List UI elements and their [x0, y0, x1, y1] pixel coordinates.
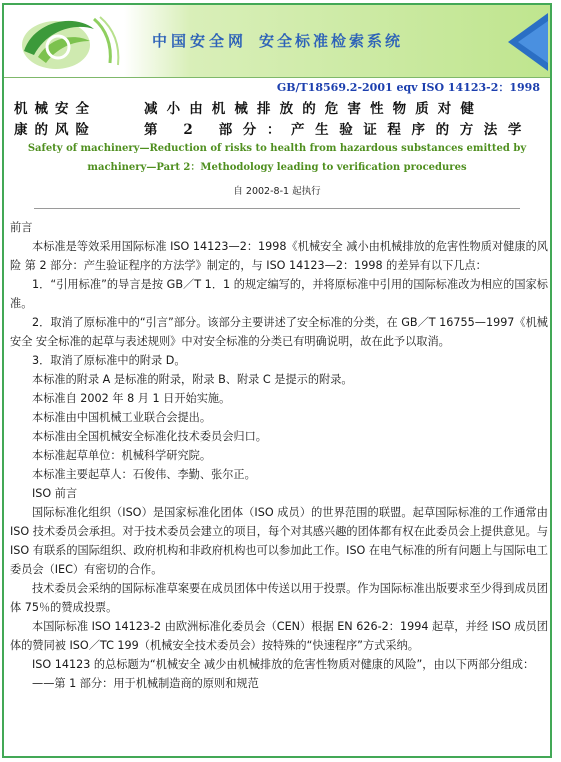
title-cn-part: 机械安全: [14, 101, 96, 117]
body-paragraph: 前言: [10, 221, 33, 234]
body-paragraph: 本标准由全国机械安全标准化技术委员会归口。: [32, 430, 267, 443]
title-cn-part: 康的风险: [14, 122, 96, 138]
body-paragraph: 2．取消了原标准中的“引言”部分。该部分主要讲述了安全标准的分类，在 GB／T 16755—1997《机械安全 安全标准的起草与表述规则》中对安全标准的分类已有明确说明，故在此予以取消。: [10, 316, 548, 348]
site-banner: [4, 5, 550, 78]
logo-icon: [14, 11, 124, 73]
standard-title-cn: [14, 97, 540, 137]
site-name: 中国安全网: [152, 32, 248, 50]
body-paragraph: 1．“引用标准”的导言是按 GB／T 1．1 的规定编写的，并将原标准中引用的国际标准改为相应的国家标准。: [10, 278, 548, 310]
standard-title-en: Safety of machinery—Reduction of risks to health from hazardous substances emitted by machinery—Part 2：Methodology leading to verification procedures: [27, 143, 527, 173]
body-paragraph: ISO 14123 的总标题为“机械安全 减少由机械排放的危害性物质对健康的风险”，由以下两部分组成：: [32, 658, 535, 671]
standard-code: GB/T18569.2-2001 eqv ISO 14123-2：1998: [276, 81, 540, 94]
body-paragraph: 本标准的附录 A 是标准的附录，附录 B、附录 C 是提示的附录。: [32, 373, 353, 386]
body-paragraph: ——第 1 部分：用于机械制造商的原则和规范: [32, 677, 259, 690]
body-paragraph: 本标准主要起草人：石俊伟、李勤、张尔正。: [32, 468, 256, 481]
arrow-icon: [502, 13, 548, 71]
body-paragraph: 国际标准化组织（ISO）是国家标准化团体（ISO 成员）的世界范围的联盟。起草国际标准的工作通常由 ISO 技术委员会承担。对于技术委员会建立的项目，每个对其感兴趣的团体都有权在此委员会上提供意见。与 ISO 有联系的国际组织、政府机构和非政府机构也可以参加此工作。ISO 在电气标准的所有问题上与国际电工委员会（IEC）有密切的合作。: [10, 506, 548, 576]
title-cn-part: 减小由机械排放的危害性物质对健: [144, 101, 483, 117]
body-paragraph: ISO 前言: [32, 487, 78, 500]
document-frame: [2, 3, 552, 758]
body-paragraph: 本标准起草单位：机械科学研究院。: [32, 449, 212, 462]
document-body: [10, 218, 548, 693]
body-paragraph: 本标准自 2002 年 8 月 1 日开始实施。: [32, 392, 231, 405]
divider: [34, 208, 520, 209]
body-paragraph: 本国际标准 ISO 14123-2 由欧洲标准化委员会（CEN）根据 EN 626-2：1994 起草，并经 ISO 成员团体的赞同被 ISO／TC 199（机械安全技术委员会）按特殊的“快速程序”方式采纳。: [10, 620, 548, 652]
body-paragraph: 本标准由中国机械工业联合会提出。: [32, 411, 212, 424]
body-paragraph: 3．取消了原标准中的附录 D。: [32, 354, 186, 367]
system-name: 安全标准检索系统: [259, 32, 404, 50]
body-paragraph: 本标准是等效采用国际标准 ISO 14123—2：1998《机械安全 减小由机械排放的危害性物质对健康的风险 第 2 部分：产生验证程序的方法学》制定的，与 ISO 14123—2：1998 的差异有以下几点：: [10, 240, 548, 272]
effective-date: 自 2002-8-1 起执行: [233, 186, 321, 197]
body-paragraph: 技术委员会采纳的国际标准草案要在成员团体中传送以用于投票。作为国际标准出版要求至少得到成员团体 75％的赞成投票。: [10, 582, 548, 614]
title-cn-part: 第 2 部分：产生验证程序的方法学: [144, 122, 532, 138]
